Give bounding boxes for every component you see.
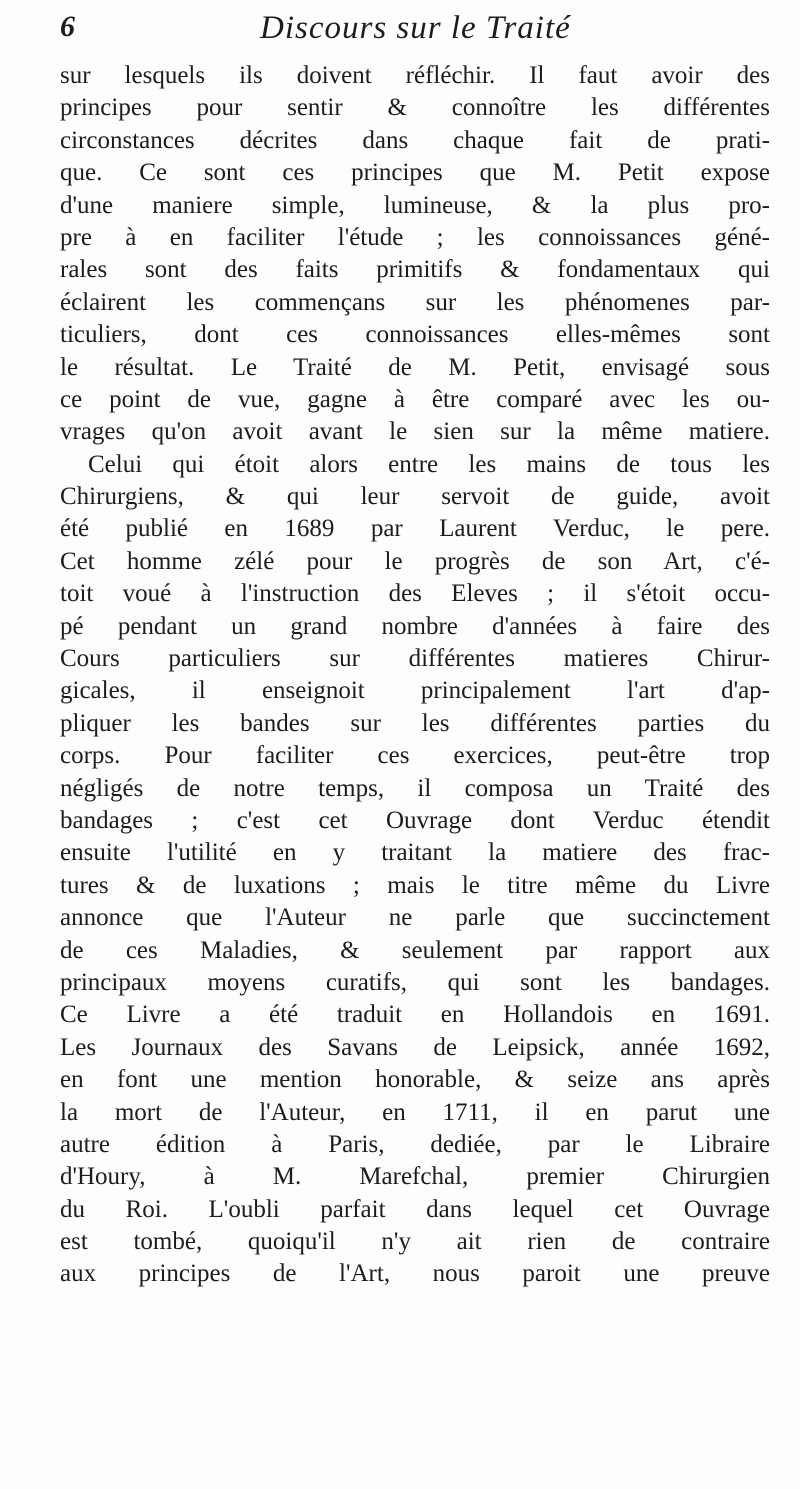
- text-line: annonce que l'Auteur ne parle que succinctement: [60, 904, 770, 932]
- text-line: principes pour sentir & connoître les différentes: [60, 94, 770, 122]
- page-number: 6: [60, 10, 75, 43]
- paragraph-start-line: Celui qui étoit alors entre les mains de tous les: [88, 450, 770, 478]
- text-line: ticuliers, dont ces connoissances elles-mêmes sont: [60, 321, 770, 349]
- text-line: principaux moyens curatifs, qui sont les bandages.: [60, 968, 770, 996]
- text-line: Chirurgiens, & qui leur servoit de guide, avoit: [60, 483, 770, 511]
- text-line: est tombé, quoiqu'il n'y ait rien de contraire: [60, 1228, 770, 1256]
- text-line: de ces Maladies, & seulement par rapport aux: [60, 936, 770, 964]
- body-text: [60, 60, 770, 1291]
- text-line: éclairent les commençans sur les phénomenes par-: [60, 288, 770, 316]
- text-line: ensuite l'utilité en y traitant la matiere des frac-: [60, 839, 770, 867]
- text-line: toit voué à l'instruction des Eleves ; il s'étoit occu-: [60, 580, 770, 608]
- text-line: vrages qu'on avoit avant le sien sur la même matiere.: [60, 418, 770, 446]
- text-line: d'une maniere simple, lumineuse, & la plus pro-: [60, 191, 770, 219]
- text-line: en font une mention honorable, & seize ans après: [60, 1066, 770, 1094]
- text-line: corps. Pour faciliter ces exercices, peut-être trop: [60, 742, 770, 770]
- text-line: sur lesquels ils doivent réfléchir. Il faut avoir des: [60, 62, 770, 89]
- text-line: Cet homme zélé pour le progrès de son Art, c'é-: [60, 547, 770, 575]
- text-line: Ce Livre a été traduit en Hollandois en 1691.: [60, 1001, 770, 1029]
- text-line: Cours particuliers sur différentes matieres Chirur-: [60, 645, 770, 673]
- running-head: [60, 10, 760, 54]
- text-line: pé pendant un grand nombre d'années à faire des: [60, 612, 770, 640]
- text-line: le résultat. Le Traité de M. Petit, envisagé sous: [60, 353, 770, 381]
- text-line: bandages ; c'est cet Ouvrage dont Verduc étendit: [60, 806, 770, 834]
- text-line: ce point de vue, gagne à être comparé avec les ou-: [60, 385, 770, 413]
- text-line: été publié en 1689 par Laurent Verduc, le pere.: [60, 515, 770, 543]
- text-line: tures & de luxations ; mais le titre même du Livre: [60, 871, 770, 899]
- text-line: Les Journaux des Savans de Leipsick, année 1692,: [60, 1033, 770, 1061]
- text-line: gicales, il enseignoit principalement l'art d'ap-: [60, 677, 770, 705]
- text-line: autre édition à Paris, dediée, par le Libraire: [60, 1130, 770, 1158]
- running-title: Discours sur le Traité: [260, 10, 571, 46]
- text-line: pre à en faciliter l'étude ; les connoissances géné-: [60, 223, 770, 251]
- text-line: du Roi. L'oubli parfait dans lequel cet Ouvrage: [60, 1195, 770, 1223]
- text-line: pliquer les bandes sur les différentes parties du: [60, 709, 770, 737]
- text-line: d'Houry, à M. Marefchal, premier Chirurgien: [60, 1163, 770, 1191]
- text-line: rales sont des faits primitifs & fondamentaux qui: [60, 256, 770, 284]
- text-line: circonstances décrites dans chaque fait de prati-: [60, 126, 770, 154]
- text-line: aux principes de l'Art, nous paroit une preuve: [60, 1260, 770, 1288]
- text-line: négligés de notre temps, il composa un Traité des: [60, 774, 770, 802]
- text-line: que. Ce sont ces principes que M. Petit expose: [60, 159, 770, 187]
- text-line: la mort de l'Auteur, en 1711, il en parut une: [60, 1098, 770, 1126]
